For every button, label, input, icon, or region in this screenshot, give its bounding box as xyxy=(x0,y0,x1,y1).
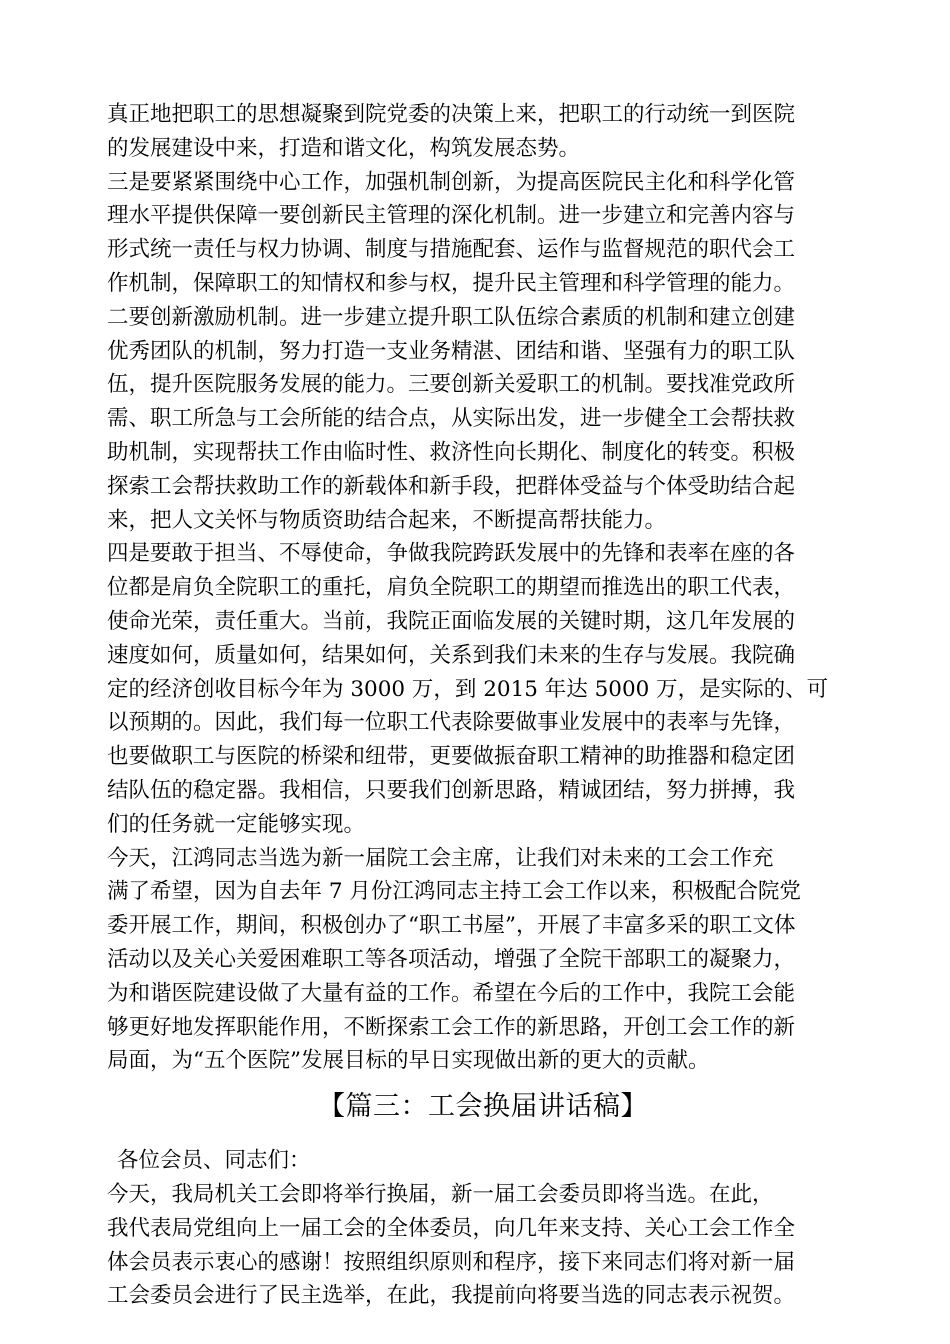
text-line: 体会员表示衷心的感谢！按照组织原则和程序，接下来同志们将对新一届 xyxy=(107,1249,796,1275)
text-line: 结队伍的稳定器。我相信，只要我们创新思路，精诚团结，努力拼搏，我 xyxy=(107,777,796,803)
paragraph-election xyxy=(107,1178,859,1313)
text-line: 的发展建设中来，打造和谐文化，构筑发展态势。 xyxy=(107,135,581,161)
paragraph-pioneer xyxy=(107,537,859,841)
text-line: 们的任务就一定能够实现。 xyxy=(107,811,366,837)
paragraph-union-chairman xyxy=(107,842,859,1079)
text-line: 二要创新激励机制。进一步建立提升职工队伍综合素质的机制和建立创建 xyxy=(107,304,796,330)
text-line: 位都是肩负全院职工的重托，肩负全院职工的期望而推选出的职工代表， xyxy=(107,575,796,601)
text-line: 也要做职工与医院的桥梁和纽带，更要做振奋职工精神的助推器和稳定团 xyxy=(107,744,796,770)
text-line: 来，把人文关怀与物质资助结合起来，不断提高帮扶能力。 xyxy=(107,507,667,533)
text-line: 需、职工所急与工会所能的结合点，从实际出发，进一步健全工会帮扶救 xyxy=(107,406,796,432)
text-line: 助机制，实现帮扶工作由临时性、救济性向长期化、制度化的转变。积极 xyxy=(107,439,796,465)
text-line: 今天，我局机关工会即将举行换届，新一届工会委员即将当选。在此， xyxy=(107,1181,774,1207)
text-line: 作机制，保障职工的知情权和参与权，提升民主管理和科学管理的能力。 xyxy=(107,270,796,296)
text-line: 各位会员、同志们： xyxy=(117,1148,311,1174)
text-line: 局面，为“五个医院”发展目标的早日实现做出新的更大的贡献。 xyxy=(107,1048,710,1074)
paragraph-mechanism-innovation xyxy=(107,166,859,538)
section-heading: 【篇三：工会换届讲话稿】 xyxy=(318,1091,648,1123)
paragraph-culture xyxy=(107,98,859,166)
text-line: 满了希望，因为自去年 7 月份江鸿同志主持工会工作以来，积极配合院党 xyxy=(107,879,801,905)
text-line: 够更好地发挥职能作用，不断探索工会工作的新思路，开创工会工作的新 xyxy=(107,1014,796,1040)
text-line: 为和谐医院建设做了大量有益的工作。希望在今后的工作中，我院工会能 xyxy=(107,980,796,1006)
document-page xyxy=(107,98,859,1313)
text-line: 探索工会帮扶救助工作的新载体和新手段，把群体受益与个体受助结合起 xyxy=(107,473,796,499)
text-line: 形式统一责任与权力协调、制度与措施配套、运作与监督规范的职代会工 xyxy=(107,237,796,263)
text-line: 活动以及关心关爱困难职工等各项活动，增强了全院干部职工的凝聚力， xyxy=(107,946,796,972)
text-line: 委开展工作，期间，积极创办了“职工书屋”，开展了丰富多采的职工文体 xyxy=(107,913,796,939)
text-line: 今天，江鸿同志当选为新一届院工会主席，让我们对未来的工会工作充 xyxy=(107,845,774,871)
text-line: 使命光荣，责任重大。当前，我院正面临发展的关键时期，这几年发展的 xyxy=(107,608,796,634)
text-line: 真正地把职工的思想凝聚到院党委的决策上来，把职工的行动统一到医院 xyxy=(107,102,796,127)
text-line: 三是要紧紧围绕中心工作，加强机制创新，为提高医院民主化和科学化管 xyxy=(107,169,796,195)
text-line: 四是要敢于担当、不辱使命，争做我院跨跃发展中的先锋和表率在座的各 xyxy=(107,541,796,567)
text-line: 以预期的。因此，我们每一位职工代表除要做事业发展中的表率与先锋， xyxy=(107,710,796,736)
text-line: 理水平提供保障一要创新民主管理的深化机制。进一步建立和完善内容与 xyxy=(107,203,796,229)
text-line: 优秀团队的机制，努力打造一支业务精湛、团结和谐、坚强有力的职工队 xyxy=(107,338,796,364)
text-line: 定的经济创收目标今年为 3000 万，到 2015 年达 5000 万，是实际的、可 xyxy=(107,676,829,702)
text-line: 伍，提升医院服务发展的能力。三要创新关爱职工的机制。要找准党政所 xyxy=(107,372,796,398)
text-line: 工会委员会进行了民主选举，在此，我提前向将要当选的同志表示祝贺。 xyxy=(107,1283,796,1309)
salutation xyxy=(107,1144,859,1178)
text-line: 我代表局党组向上一届工会的全体委员，向几年来支持、关心工会工作全 xyxy=(107,1215,796,1241)
text-line: 速度如何，质量如何，结果如何，关系到我们未来的生存与发展。我院确 xyxy=(107,642,796,668)
